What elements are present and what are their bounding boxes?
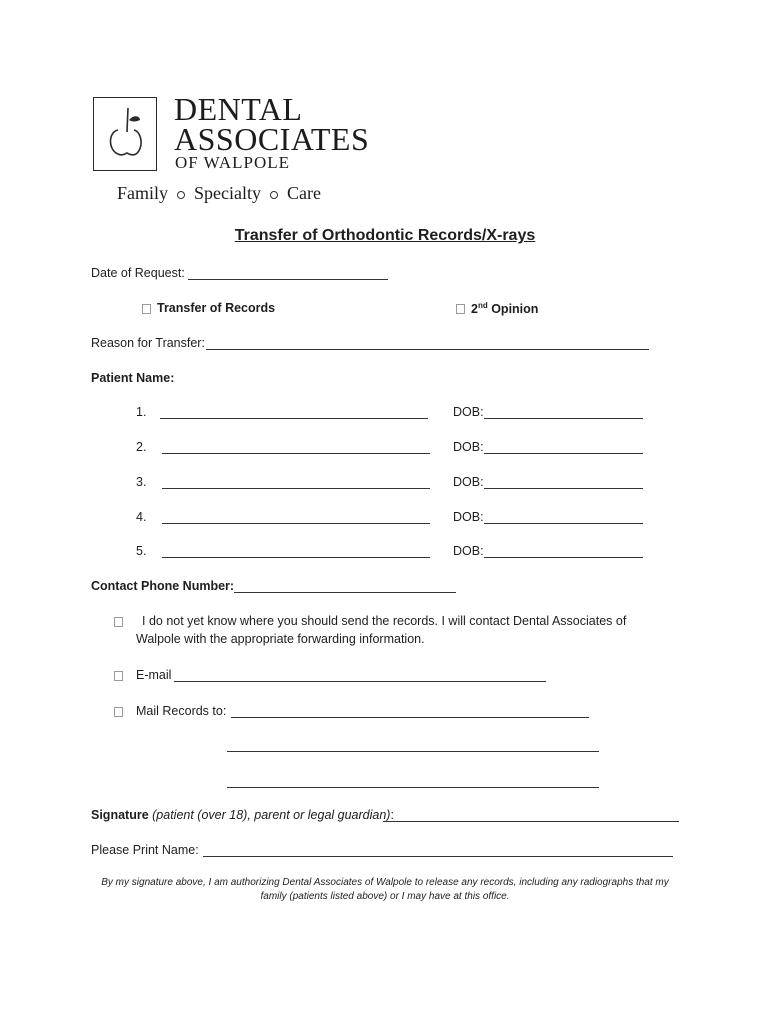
bullet-icon (270, 191, 278, 199)
dob-label: DOB: (453, 475, 484, 489)
second-opinion-checkbox[interactable] (456, 304, 465, 314)
patient-name-label: Patient Name: (91, 371, 175, 385)
form-title: Transfer of Orthodontic Records/X-rays (234, 227, 536, 244)
unknown-destination-line1: I do not yet know where you should send the records. I will contact Dental Associates of (142, 614, 627, 628)
mail-records-checkbox[interactable] (114, 707, 123, 717)
signature-label: Signature (patient (over 18), parent or legal guardian): (91, 808, 394, 822)
bullet-icon (177, 191, 185, 199)
email-checkbox[interactable] (114, 671, 123, 681)
tagline-specialty: Specialty (194, 183, 261, 203)
dob-field[interactable] (484, 488, 643, 489)
logo-frame (93, 97, 157, 171)
mail-address-field-1[interactable] (231, 717, 589, 718)
patient-number: 5. (136, 544, 147, 558)
print-name-field[interactable] (203, 856, 673, 857)
dob-field[interactable] (484, 523, 643, 524)
contact-phone-label: Contact Phone Number: (91, 579, 235, 593)
signature-field[interactable] (383, 821, 679, 822)
patient-name-field[interactable] (162, 557, 430, 558)
apple-logo-icon (94, 98, 156, 170)
patient-number: 4. (136, 510, 147, 524)
brand-line-2: ASSOCIATES (174, 121, 370, 157)
tagline (117, 183, 321, 204)
patient-name-field[interactable] (162, 488, 430, 489)
tagline-family: Family (117, 183, 169, 203)
email-field[interactable] (174, 681, 546, 682)
dob-label: DOB: (453, 405, 484, 419)
dob-label: DOB: (453, 510, 484, 524)
patient-number: 3. (136, 475, 147, 489)
print-name-label: Please Print Name: (91, 843, 199, 857)
patient-name-field[interactable] (160, 418, 428, 419)
dob-field[interactable] (484, 418, 643, 419)
date-field[interactable] (188, 279, 388, 280)
dob-label: DOB: (453, 544, 484, 558)
contact-phone-field[interactable] (234, 592, 456, 593)
dob-field[interactable] (484, 453, 643, 454)
reason-field[interactable] (206, 349, 649, 350)
patient-name-field[interactable] (162, 523, 430, 524)
unknown-destination-line2: Walpole with the appropriate forwarding information. (136, 632, 425, 646)
brand-line-3: OF WALPOLE (175, 153, 290, 172)
patient-name-field[interactable] (162, 453, 430, 454)
patient-number: 1. (136, 405, 147, 419)
reason-label: Reason for Transfer: (91, 336, 205, 350)
second-opinion-label: 2nd Opinion (471, 301, 539, 317)
transfer-records-checkbox[interactable] (142, 304, 151, 314)
brand-line-1: DENTAL (174, 91, 303, 127)
mail-address-field-3[interactable] (227, 787, 599, 788)
date-label: Date of Request: (91, 266, 185, 280)
unknown-destination-checkbox[interactable] (114, 617, 123, 627)
mail-records-label: Mail Records to: (136, 704, 227, 718)
authorization-line-2: family (patients listed above) or I may have at this office. (260, 891, 510, 902)
dob-label: DOB: (453, 440, 484, 454)
mail-address-field-2[interactable] (227, 751, 599, 752)
patient-number: 2. (136, 440, 147, 454)
transfer-records-label: Transfer of Records (157, 301, 276, 315)
dob-field[interactable] (484, 557, 643, 558)
authorization-note (80, 876, 690, 904)
tagline-care: Care (287, 183, 321, 203)
authorization-line-1: By my signature above, I am authorizing Dental Associates of Walpole to release any records, including any radiographs that my (101, 877, 669, 888)
email-label: E-mail (136, 668, 172, 682)
